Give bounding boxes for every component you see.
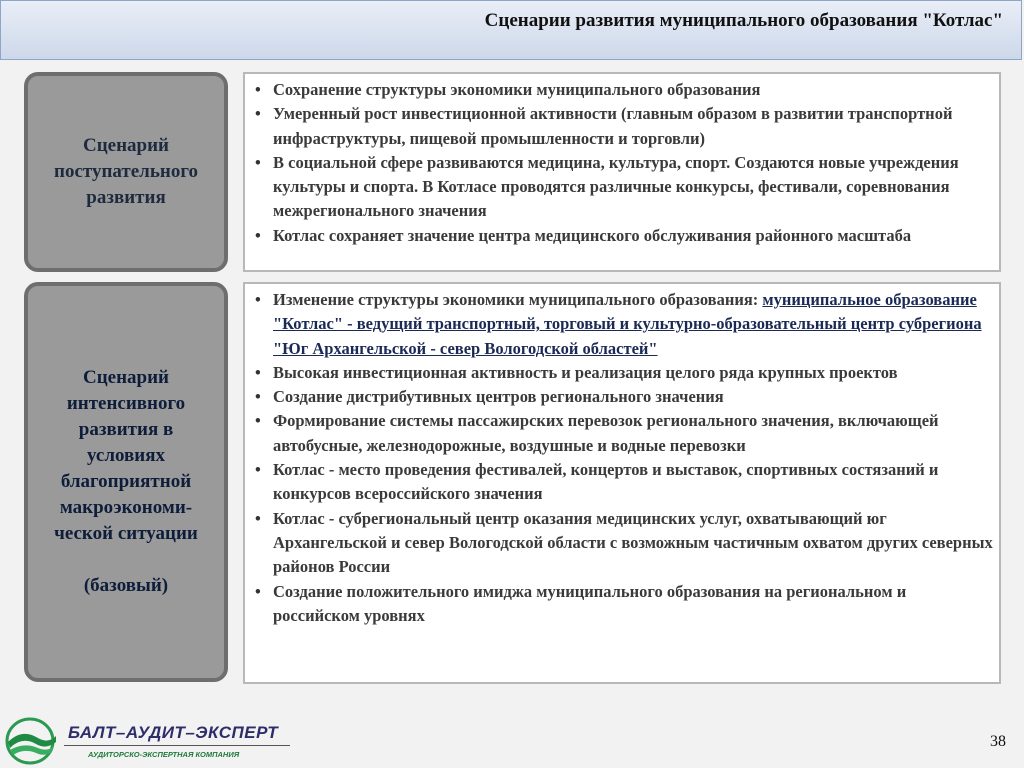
company-subtitle: АУДИТОРСКО-ЭКСПЕРТНАЯ КОМПАНИЯ	[88, 750, 240, 759]
slide-header	[0, 0, 1022, 60]
list-item: • Умеренный рост инвестиционной активности (главным образом в развитии транспортной инфраструктуры, пищевой промышленности и торговли)	[249, 102, 993, 151]
list-item: • Создание дистрибутивных центров регионального значения	[249, 385, 993, 409]
company-name: БАЛТ–АУДИТ–ЭКСПЕРТ	[68, 723, 279, 742]
list-item: • Сохранение структуры экономики муниципального образования	[249, 78, 993, 102]
scenario-label-box-progressive	[24, 72, 228, 272]
scenario-label-box-intensive	[24, 282, 228, 682]
scenario-label-intensive: Сценарий интенсивного развития в условиях благоприятной макроэкономи- ческой ситуации (базовый)	[54, 367, 198, 596]
bullet-list	[249, 288, 993, 628]
footer-divider	[64, 745, 290, 746]
bullet-list	[249, 78, 993, 248]
scenario-label-progressive: Сценарий поступательного развития	[54, 135, 198, 208]
list-item: • Создание положительного имиджа муниципального образования на региональном и российском уровнях	[249, 580, 993, 629]
page-number: 38	[990, 733, 1006, 750]
list-item: • Высокая инвестиционная активность и реализация целого ряда крупных проектов	[249, 361, 993, 385]
globe-wave-logo-icon	[4, 716, 58, 766]
scenario-details-progressive	[243, 72, 1001, 272]
slide-title: Сценарии развития муниципального образования "Котлас"	[484, 10, 1003, 31]
list-item	[249, 288, 993, 361]
list-item: • Котлас сохраняет значение центра медицинского обслуживания районного масштаба	[249, 224, 993, 248]
list-item-lead: Изменение структуры экономики муниципального образования:	[273, 290, 759, 309]
list-item: • Котлас - субрегиональный центр оказания медицинских услуг, охватывающий юг Архангельской и север Вологодской области с возможным частичным охватом других северных районов России	[249, 507, 993, 580]
list-item: • Котлас - место проведения фестивалей, концертов и выставок, спортивных состязаний и конкурсов всероссийского значения	[249, 458, 993, 507]
scenario-details-intensive	[243, 282, 1001, 684]
list-item: • Формирование системы пассажирских перевозок регионального значения, включающей автобусные, железнодорожные, воздушные и водные перевозки	[249, 409, 993, 458]
list-item: • В социальной сфере развиваются медицина, культура, спорт. Создаются новые учреждения культуры и спорта. В Котласе проводятся различные конкурсы, фестивали, соревнования межрегионального значения	[249, 151, 993, 224]
list-item-underlined: муниципальное образование "Котлас" - ведущий транспортный, торговый и культурно-образовательный центр субрегиона "Юг Архангельской - север Вологодской областей"	[273, 290, 982, 358]
